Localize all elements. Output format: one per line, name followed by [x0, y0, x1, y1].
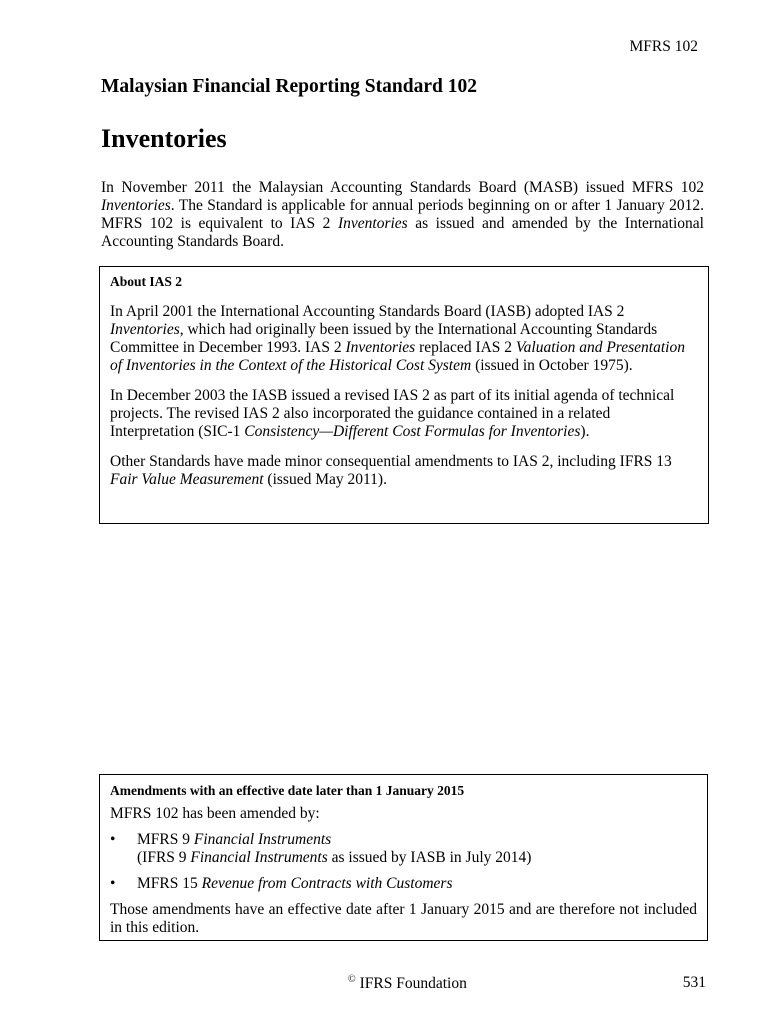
- amendment-item-mfrs15-line1: [137, 875, 697, 893]
- amendments-closing: Those amendments have an effective date after 1 January 2015 and are therefore not included in this edition.: [110, 901, 697, 936]
- about-heading: About IAS 2: [110, 274, 183, 289]
- footer-copyright: [348, 974, 467, 993]
- running-head: MFRS 102: [629, 38, 698, 55]
- amendment-item-mfrs9: [110, 831, 697, 867]
- about-p1-text-1: In April 2001 the International Accounting Standards Board (IASB) adopted IAS 2: [110, 303, 625, 320]
- about-p1-italic-3: Valuation and Presentation of Inventories in the Context of the Historical Cost System: [110, 339, 685, 374]
- about-paragraph-3: [110, 453, 698, 489]
- bullet-icon: •: [110, 831, 116, 848]
- standard-title: Malaysian Financial Reporting Standard 102: [101, 76, 477, 97]
- about-p1-text-3: replaced IAS 2: [415, 339, 516, 356]
- intro-text-2: . The Standard is applicable for annual periods beginning on or after 1 January 2012. MFRS 102 is equivalent to IAS 2: [101, 197, 704, 232]
- intro-paragraph: [101, 179, 704, 251]
- about-p3-italic-1: Fair Value Measurement: [110, 471, 264, 488]
- about-p3-text-1: Other Standards have made minor consequential amendments to IAS 2, including IFRS 13: [110, 453, 672, 470]
- intro-text-1: In November 2011 the Malaysian Accounting Standards Board (MASB) issued MFRS 102: [101, 179, 704, 196]
- amendments-box: [99, 774, 708, 941]
- about-p1-text-4: (issued in October 1975).: [471, 357, 633, 374]
- page-number: 531: [682, 974, 706, 991]
- mfrs9-text-1: MFRS 9: [137, 831, 194, 848]
- about-paragraph-2: [110, 387, 698, 441]
- amendment-item-mfrs9-line2: [137, 849, 697, 867]
- intro-italic-2: Inventories: [337, 215, 408, 232]
- about-p2-text-2: ).: [580, 423, 590, 440]
- about-paragraph-1: [110, 303, 698, 375]
- about-p1-italic-2: Inventories: [345, 339, 416, 356]
- about-p2-text-1: In December 2003 the IASB issued a revised IAS 2 as part of its initial agenda of technical projects. The revised IAS 2 also incorporated the guidance contained in a related Interpretation (SIC-1: [110, 387, 675, 440]
- intro-text-3: as issued and amended by the International Accounting Standards Board.: [101, 215, 704, 250]
- copyright-icon: ©: [348, 974, 356, 985]
- about-p2-italic-1: Consistency—Different Cost Formulas for Inventories: [244, 423, 581, 440]
- about-p1-text-2: , which had originally been issued by the International Accounting Standards Committee in December 1993. IAS 2: [110, 321, 658, 356]
- mfrs9-text-2: (IFRS 9: [137, 849, 191, 866]
- amendments-heading: Amendments with an effective date later than 1 January 2015: [110, 783, 465, 798]
- mfrs9-text-3: as issued by IASB in July 2014): [327, 849, 532, 866]
- mfrs15-text-1: MFRS 15: [137, 875, 202, 892]
- mfrs9-italic-2: Financial Instruments: [190, 849, 328, 866]
- amendment-item-mfrs9-line1: [137, 831, 697, 849]
- about-p3-text-2: (issued May 2011).: [263, 471, 387, 488]
- footer-foundation: IFRS Foundation: [359, 975, 467, 992]
- mfrs15-italic-1: Revenue from Contracts with Customers: [201, 875, 453, 892]
- amendment-item-mfrs15: [110, 875, 697, 893]
- bullet-icon: •: [110, 875, 116, 892]
- about-p1-italic-1: Inventories: [110, 321, 180, 338]
- amendments-intro: MFRS 102 has been amended by:: [110, 805, 320, 822]
- page-title: Inventories: [101, 124, 227, 153]
- mfrs9-italic-1: Financial Instruments: [193, 831, 332, 848]
- intro-italic-1: Inventories: [101, 197, 171, 214]
- about-ias2-box: [99, 266, 709, 524]
